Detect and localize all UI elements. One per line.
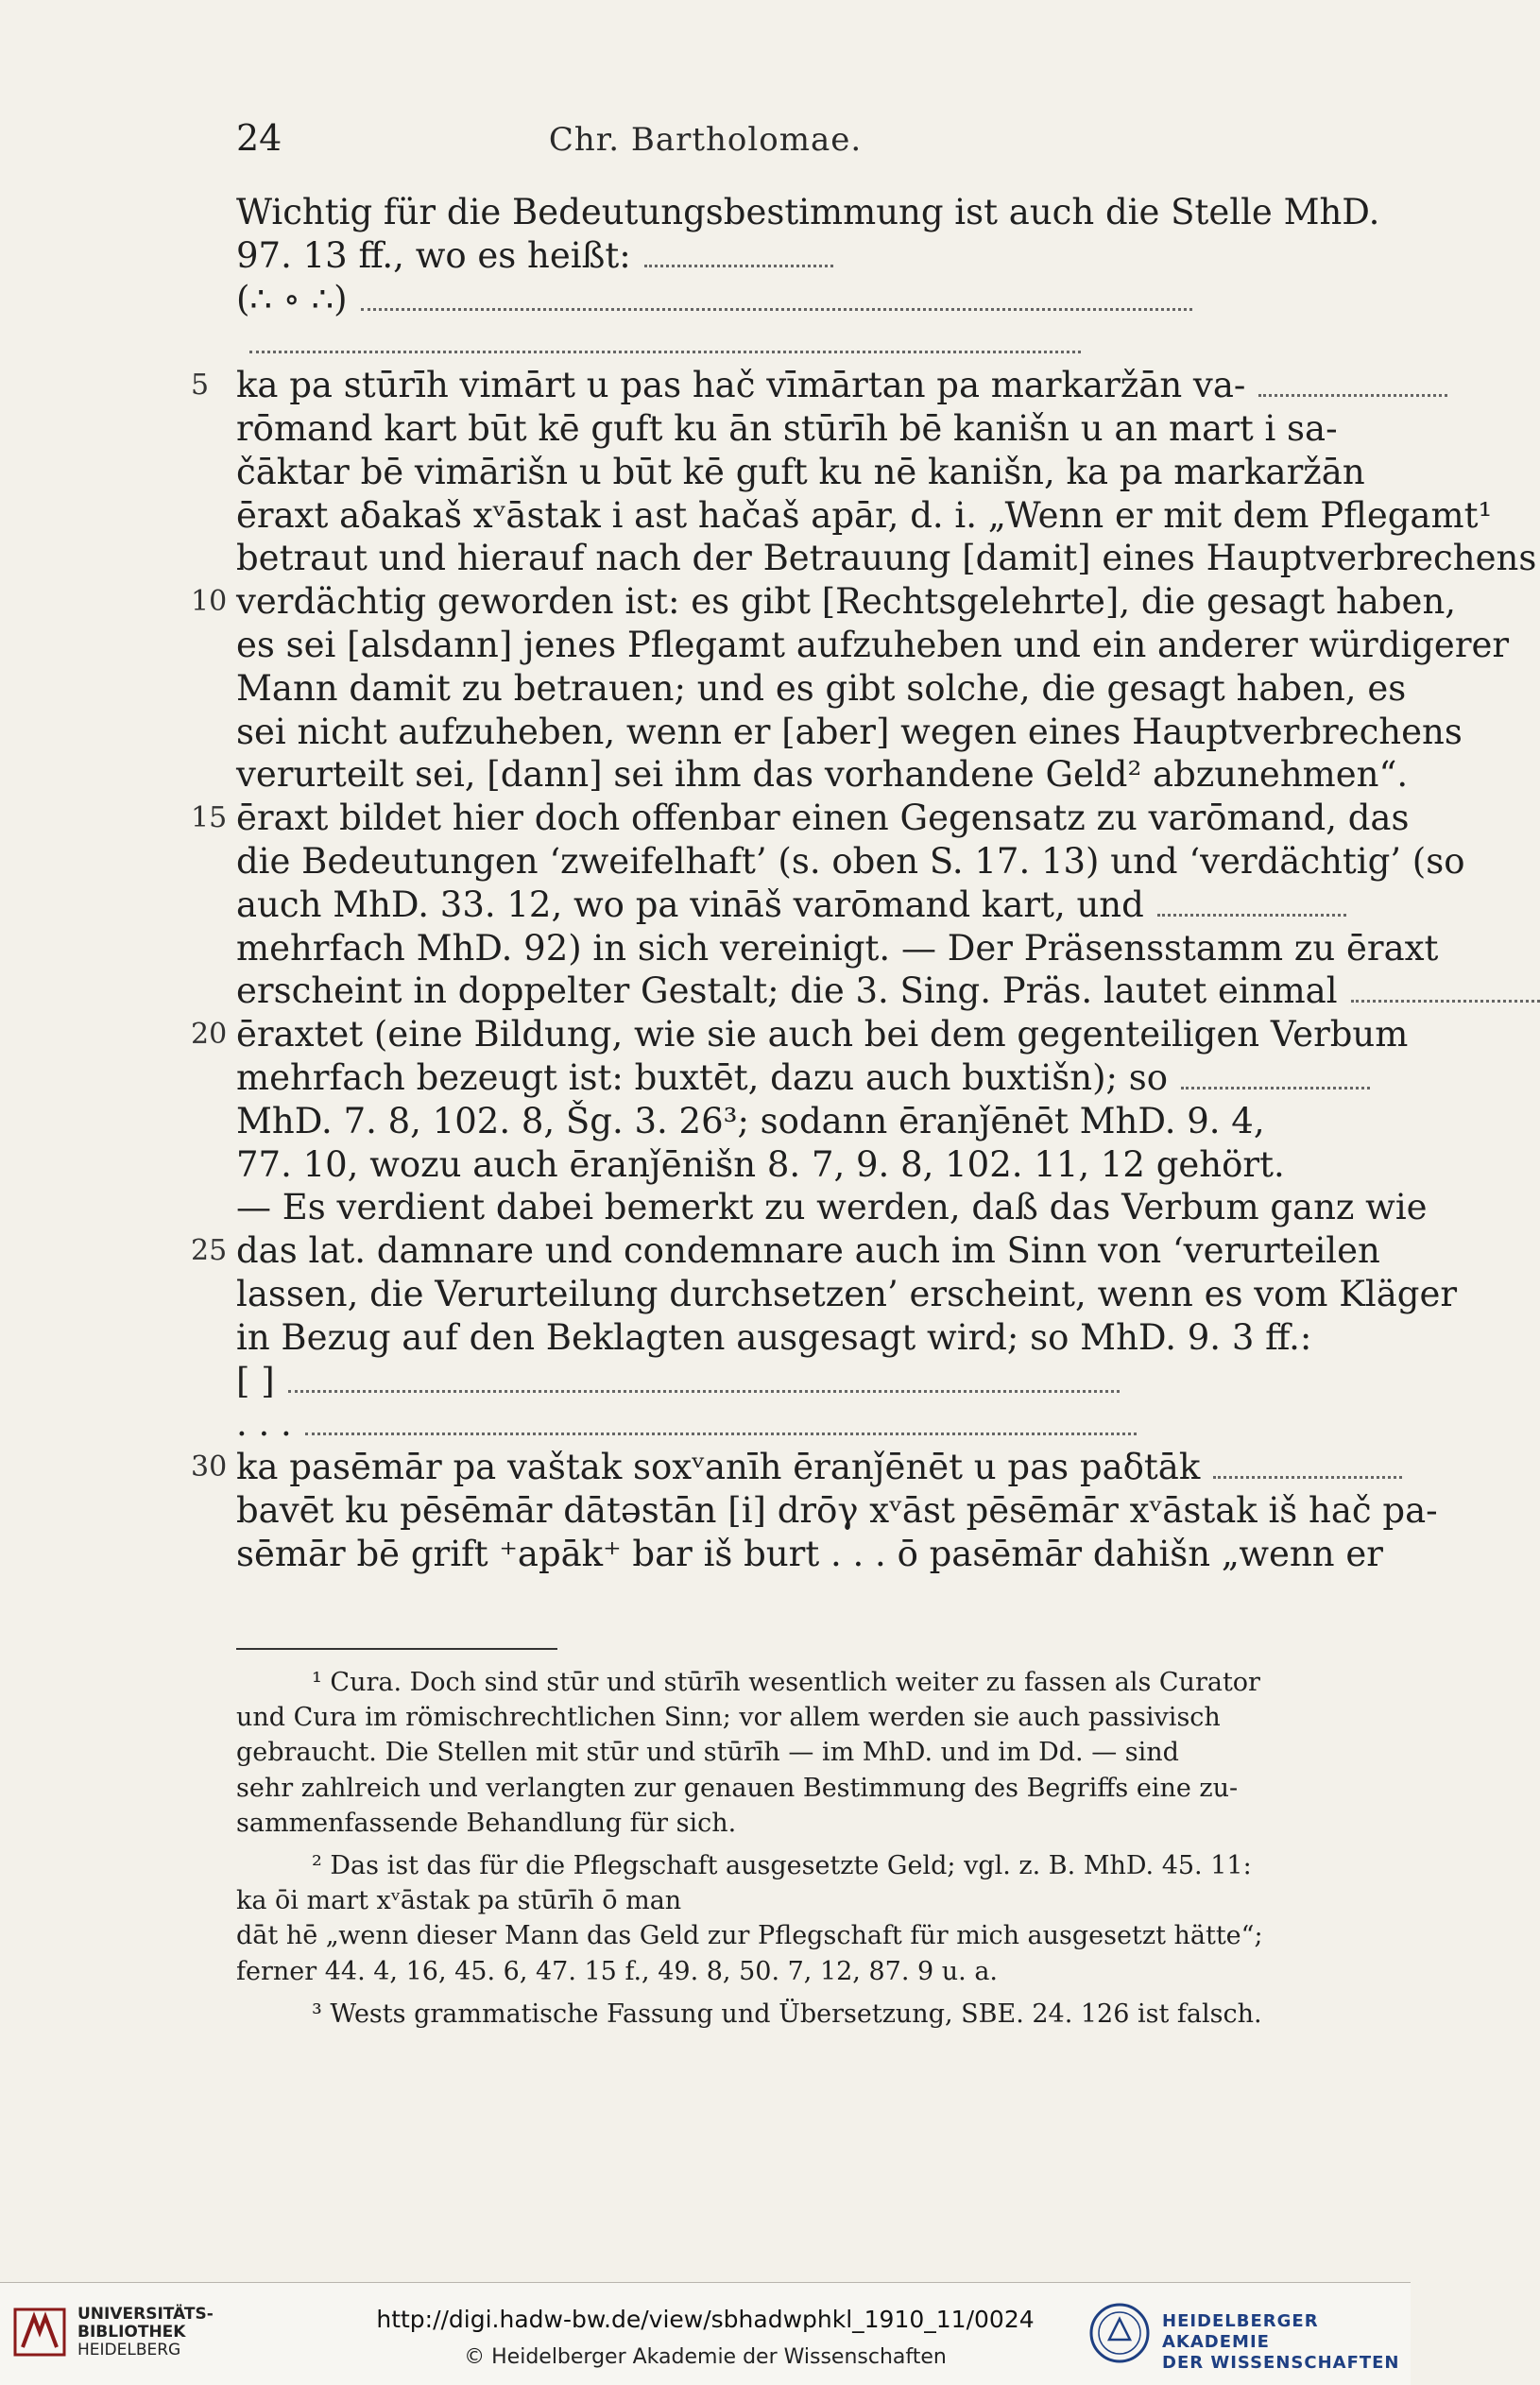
line-number: 20 xyxy=(191,1018,228,1052)
line-text: 97. 13 ff., wo es heißt: xyxy=(236,234,631,276)
footnote-line: ² Das ist das für die Pflegschaft ausgesetzte Geld; vgl. z. B. MhD. 45. 11: xyxy=(312,1850,1252,1880)
text-line xyxy=(236,1489,1438,1533)
line-text: ka pasēmār pa vaštak soxᵛanīh ēranǰēnēt u pas paδtāk xyxy=(236,1447,1201,1488)
line-text: — Es verdient dabei bemerkt zu werden, daß das Verbum ganz wie xyxy=(236,1187,1428,1228)
line-text: čāktar bē vimārišn u būt kē guft ku nē kanišn, ka pa markaržān xyxy=(236,451,1365,492)
footnote-line: und Cura im römischrechtlichen Sinn; vor allem werden sie auch passivisch xyxy=(236,1703,1221,1733)
text-line xyxy=(236,667,1407,711)
line-text: es sei [alsdann] jenes Pflegamt aufzuheben und ein anderer würdigerer xyxy=(236,624,1510,665)
line-text: sei nicht aufzuheben, wenn er [aber] wegen eines Hauptverbrechens xyxy=(236,711,1463,752)
line-text: erscheint in doppelter Gestalt; die 3. Sing. Präs. lautet einmal xyxy=(236,970,1338,1012)
footnote-line: ka ōi mart xᵛāstak pa stūrīh ō man xyxy=(236,1886,682,1916)
footnote-line: gebraucht. Die Stellen mit stūr und stūrīh — im MhD. und im Dd. — sind xyxy=(236,1738,1179,1768)
text-line xyxy=(236,1273,1458,1316)
footnotes xyxy=(236,1665,1351,2032)
line-text: [ ] xyxy=(236,1360,275,1401)
line-number: 15 xyxy=(191,801,228,835)
text-line xyxy=(236,969,1351,1013)
text-line xyxy=(236,234,1351,278)
text-line xyxy=(191,1229,1380,1273)
line-text: auch MhD. 33. 12, wo pa vināš varōmand kart, und xyxy=(236,884,1144,925)
text-line xyxy=(236,1100,1351,1143)
line-number: 30 xyxy=(191,1450,228,1484)
academy-name: HEIDELBERGER AKADEMIE DER WISSENSCHAFTEN xyxy=(1162,2311,1400,2373)
text-line xyxy=(236,753,1409,797)
line-text: rōmand kart būt kē guft ku ān stūrīh bē kanišn u an mart i sa- xyxy=(236,407,1338,449)
line-text: verdächtig geworden ist: es gibt [Rechtsgelehrte], die gesagt haben, xyxy=(236,581,1457,623)
text-line xyxy=(236,1402,1351,1446)
text-line xyxy=(236,1056,1351,1100)
pahlavi-script-trace xyxy=(644,251,833,267)
text-line xyxy=(236,494,1493,538)
footnote-line: dāt hē „wenn dieser Mann das Geld zur Pflegschaft für mich ausgesetzt hätte“; xyxy=(236,1921,1263,1951)
line-text: mehrfach MhD. 92) in sich vereinigt. — Der Präsensstamm zu ēraxt xyxy=(236,927,1439,969)
line-text: Mann damit zu betrauen; und es gibt solche, die gesagt haben, es xyxy=(236,667,1407,709)
text-line xyxy=(191,797,1410,840)
pahlavi-script-trace xyxy=(361,295,1192,311)
line-text: Wichtig für die Bedeutungsbestimmung ist auch die Stelle MhD. xyxy=(236,192,1380,232)
text-line xyxy=(236,1533,1383,1576)
line-text: in Bezug auf den Beklagten ausgesagt wird; so MhD. 9. 3 ff.: xyxy=(236,1316,1312,1358)
footnote-line: ferner 44. 4, 16, 45. 6, 47. 15 f., 49. 8, 50. 7, 12, 87. 9 u. a. xyxy=(236,1956,998,1986)
text-line xyxy=(236,624,1510,667)
line-text: das lat. damnare und condemnare auch im Sinn von ‘verurteilen xyxy=(236,1230,1380,1272)
footnote-line: ¹ Cura. Doch sind stūr und stūrīh wesentlich weiter zu fassen als Curator xyxy=(312,1668,1260,1697)
text-line xyxy=(191,1013,1409,1056)
text-line xyxy=(191,580,1457,624)
footnote-line: sammenfassende Behandlung für sich. xyxy=(236,1808,737,1838)
body-text xyxy=(191,191,1537,1576)
text-line xyxy=(191,1446,1351,1489)
pahlavi-script-trace xyxy=(1157,901,1346,917)
line-text: ēraxtet (eine Bildung, wie sie auch bei dem gegenteiligen Verbum xyxy=(236,1014,1409,1055)
text-line xyxy=(236,1316,1351,1360)
line-text: die Bedeutungen ‘zweifelhaft’ (s. oben S. 17. 13) und ‘verdächtig’ (so xyxy=(236,840,1465,882)
line-number: 10 xyxy=(191,585,228,619)
line-text: ka pa stūrīh vimārt u pas hač vīmārtan pa markaržān va- xyxy=(236,365,1246,406)
line-number: 25 xyxy=(191,1234,228,1268)
text-line xyxy=(236,407,1351,451)
copyright-notice: © Heidelberger Akademie der Wissenschaften xyxy=(464,2345,947,2369)
pahlavi-script-trace xyxy=(288,1377,1120,1393)
text-line xyxy=(236,451,1365,494)
text-line xyxy=(236,320,1351,364)
digital-copy-url[interactable]: http://digi.hadw-bw.de/view/sbhadwphkl_1910_11/0024 xyxy=(376,2306,1035,2333)
line-text: verurteilt sei, [dann] sei ihm das vorhandene Geld² abzunehmen“. xyxy=(236,754,1409,796)
text-line xyxy=(236,1143,1351,1187)
pahlavi-script-trace xyxy=(1351,987,1540,1003)
running-head: Chr. Bartholomae. xyxy=(548,121,863,159)
library-name: UNIVERSITÄTS- BIBLIOTHEK HEIDELBERG xyxy=(77,2305,214,2359)
text-line xyxy=(236,1360,1351,1403)
pahlavi-script-trace xyxy=(249,337,1081,353)
page-number: 24 xyxy=(236,117,282,159)
line-text: 77. 10, wozu auch ēranǰēnišn 8. 7, 9. 8, 102. 11, 12 gehört. xyxy=(236,1143,1285,1185)
line-text: lassen, die Verurteilung durchsetzen’ erscheint, wenn es vom Kläger xyxy=(236,1273,1458,1314)
footnote-rule xyxy=(236,1648,557,1650)
line-text: (∴ ∘ ∴) xyxy=(236,278,348,319)
line-text: betraut und hierauf nach der Betrauung [damit] eines Hauptverbrechens xyxy=(236,538,1537,579)
line-text: ēraxt bildet hier doch offenbar einen Gegensatz zu varōmand, das xyxy=(236,798,1410,839)
footnote-line: sehr zahlreich und verlangten zur genauen Bestimmung des Begriffs eine zu- xyxy=(236,1773,1239,1803)
text-line xyxy=(191,364,1351,407)
line-text: bavēt ku pēsēmār dātəstān [i] drōγ xᵛāst pēsēmār xᵛāstak iš hač pa- xyxy=(236,1489,1438,1531)
footnote-line: ³ Wests grammatische Fassung und Übersetzung, SBE. 24. 126 ist falsch. xyxy=(312,1999,1262,2029)
text-line xyxy=(236,840,1465,884)
text-line xyxy=(236,927,1439,970)
pahlavi-script-trace xyxy=(305,1419,1137,1435)
text-line xyxy=(236,711,1463,754)
line-number: 5 xyxy=(191,369,210,403)
pahlavi-script-trace xyxy=(1258,381,1447,397)
text-line xyxy=(236,278,1351,321)
academy-seal-icon xyxy=(1088,2302,1151,2364)
line-text: sēmār bē grift ⁺apāk⁺ bar iš burt . . . ō pasēmār dahišn „wenn er xyxy=(236,1533,1383,1574)
text-line xyxy=(236,884,1351,927)
line-text: MhD. 7. 8, 102. 8, Šg. 3. 26³; sodann ēranǰēnēt MhD. 9. 4, xyxy=(236,1100,1265,1141)
text-line xyxy=(236,537,1537,580)
text-line xyxy=(236,191,1380,234)
line-text: mehrfach bezeugt ist: buxtēt, dazu auch buxtišn); so xyxy=(236,1056,1168,1098)
line-text: ēraxt aδakaš xᵛāstak i ast hačaš apār, d. i. „Wenn er mit dem Pflegamt¹ xyxy=(236,494,1493,536)
pahlavi-script-trace xyxy=(1213,1463,1402,1479)
line-text: . . . xyxy=(236,1403,292,1445)
pahlavi-script-trace xyxy=(1181,1073,1370,1090)
text-line xyxy=(236,1186,1428,1229)
